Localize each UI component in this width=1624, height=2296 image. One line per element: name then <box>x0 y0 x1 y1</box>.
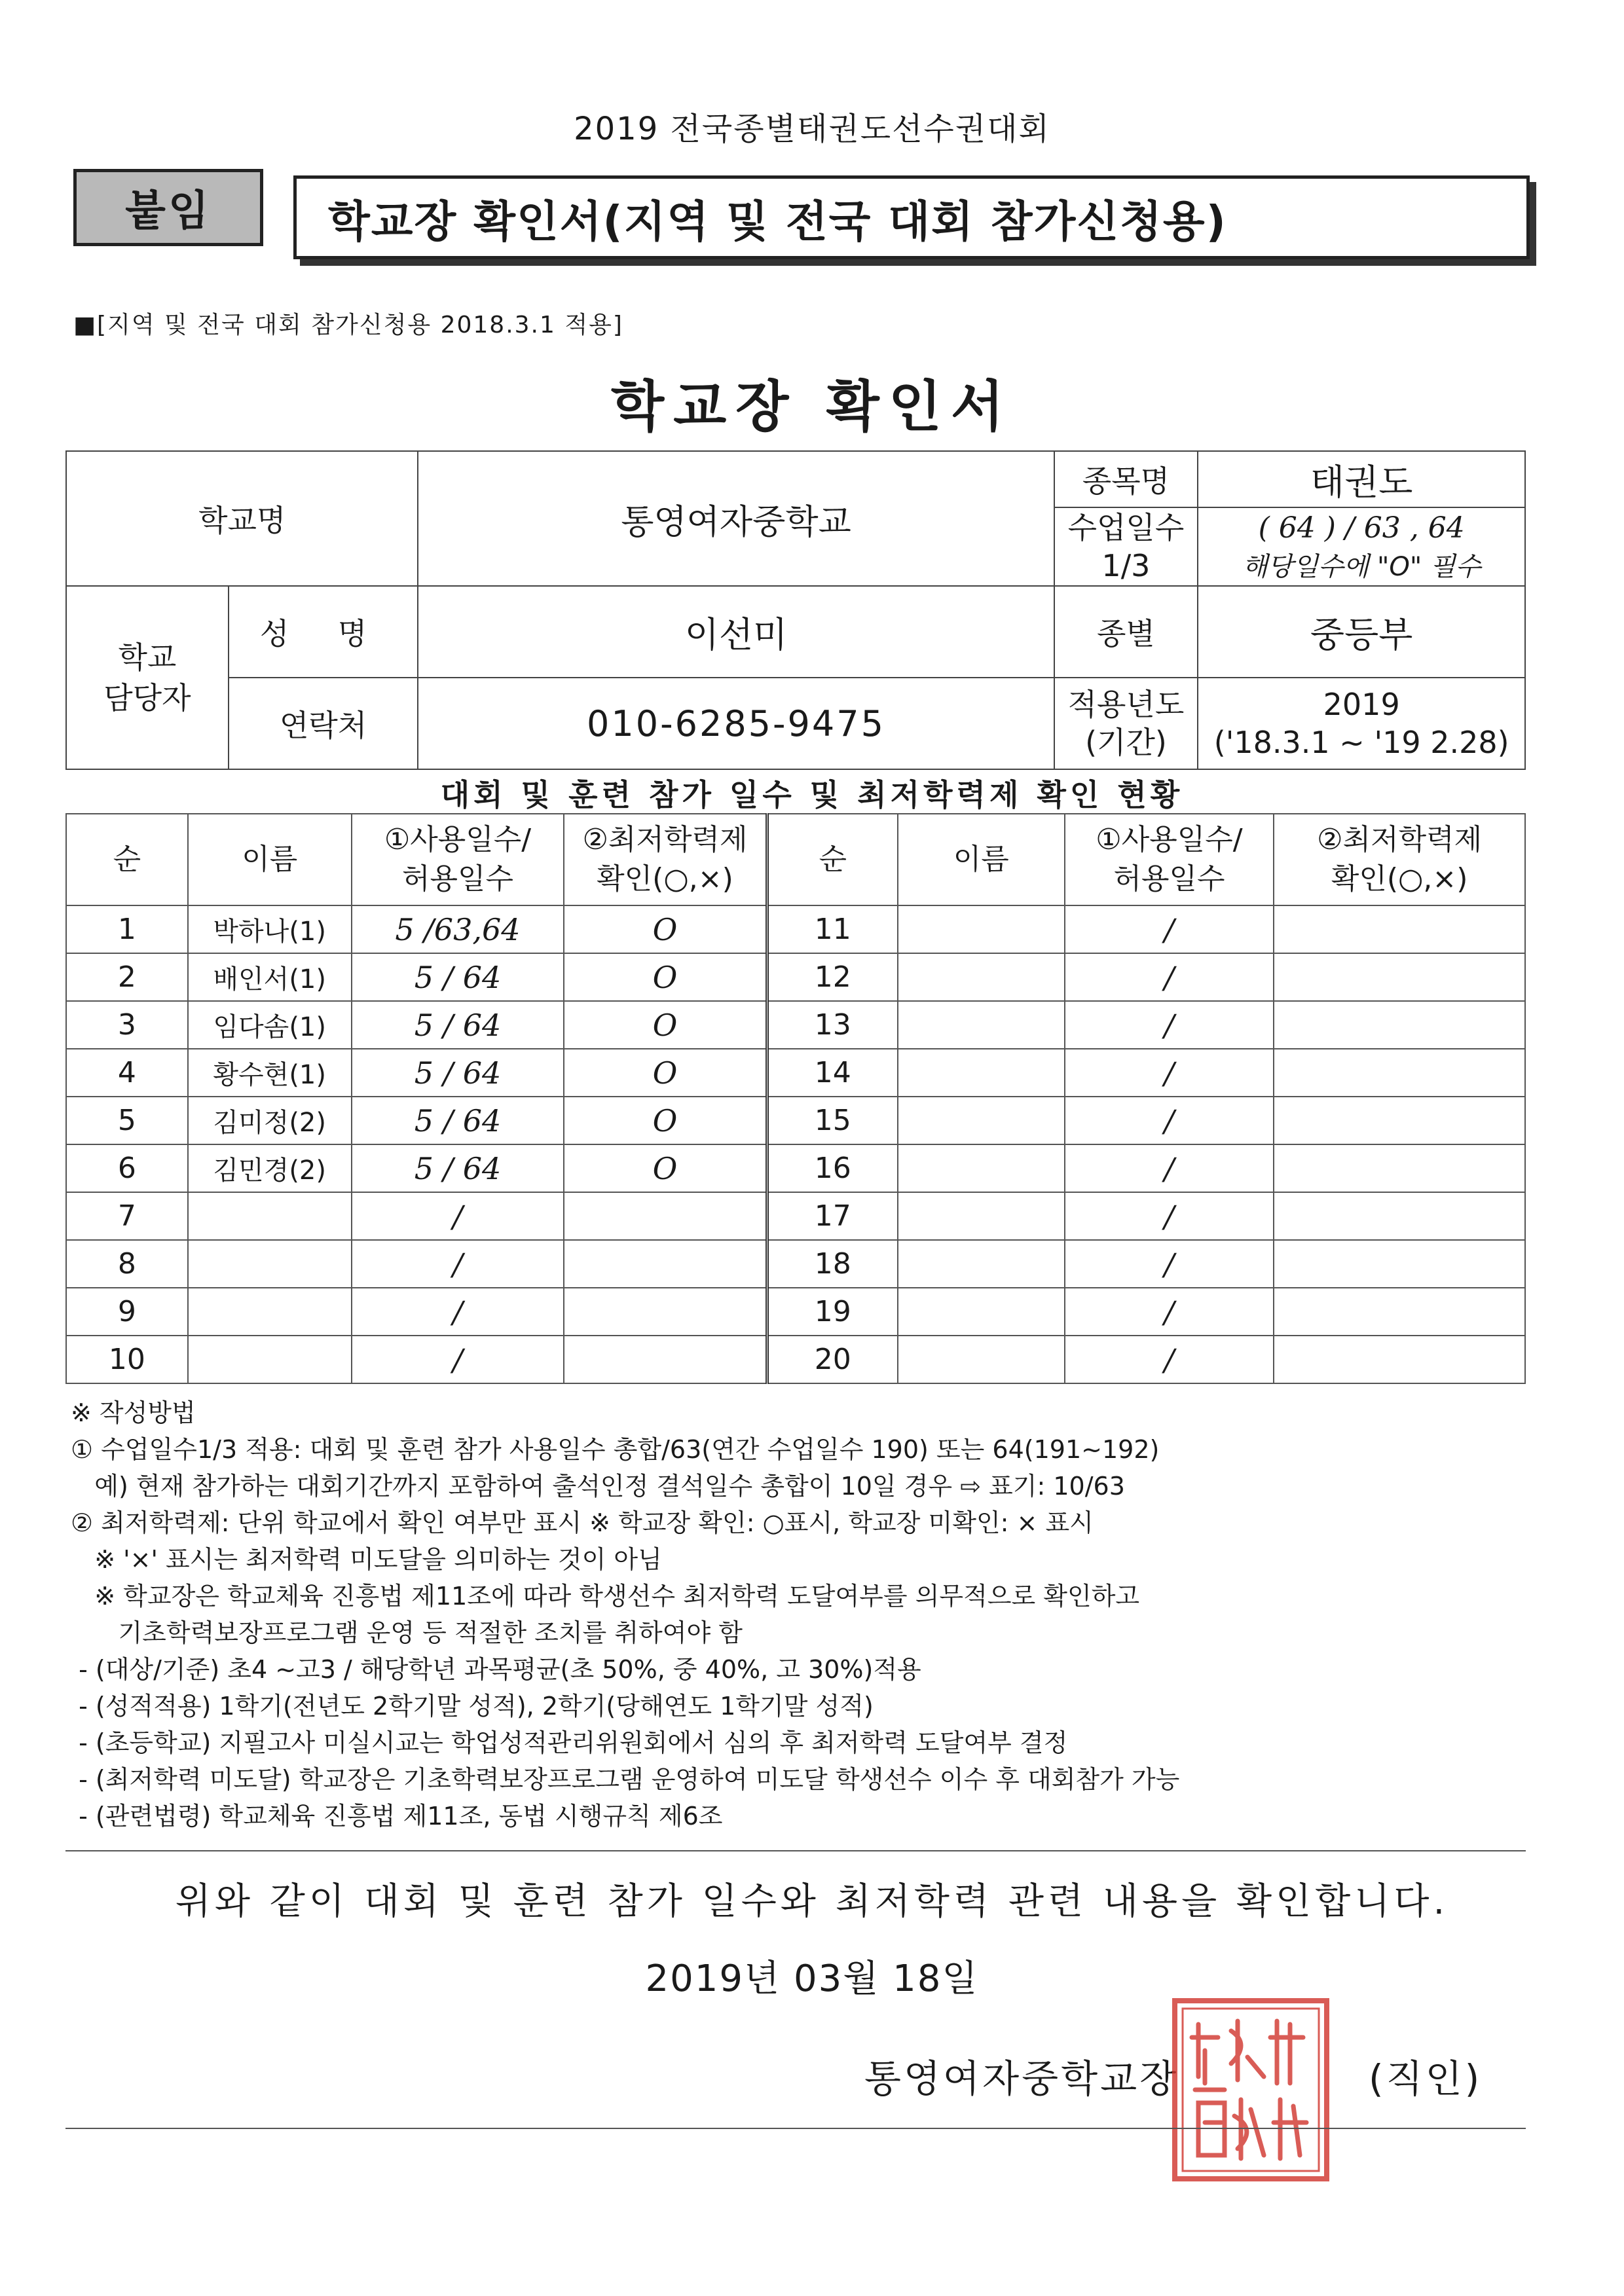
row-number: 4 <box>66 1049 188 1097</box>
used-days: 5 / 64 <box>352 1144 564 1192</box>
header-days-1-right: ①사용일수/ <box>1096 823 1243 856</box>
principal-signature: 통영여자중학교장 <box>864 2056 1179 2101</box>
method-line: - (성적적용) 1학기(전년도 2학기말 성적), 2학기(당해연도 1학기말 성적) <box>71 1692 874 1721</box>
table-row <box>66 1001 1525 1049</box>
name-label: 성 명 <box>229 586 418 678</box>
min-academic-check <box>564 1240 767 1288</box>
class-days-label <box>1054 507 1198 586</box>
division: 중등부 <box>1198 586 1525 678</box>
header-no: 순 <box>66 814 188 905</box>
staff-label-2: 담당자 <box>103 680 191 716</box>
min-academic-check <box>1274 1240 1525 1288</box>
method-title: ※ 작성방법 <box>71 1398 196 1427</box>
table-row <box>66 1192 1525 1240</box>
row-number: 1 <box>66 905 188 953</box>
class-days-handwritten: ( 64 ) / 63 , 64 <box>1258 511 1465 545</box>
min-academic-check <box>1274 1288 1525 1336</box>
method-line: ※ 학교장은 학교체육 진흥법 제11조에 따라 학생선수 최저학력 도달여부를 의무적으로 확인하고 <box>71 1582 1140 1611</box>
used-days: 5 / 64 <box>352 953 564 1001</box>
title-shadow-bottom <box>300 259 1536 266</box>
table-row <box>66 1336 1525 1383</box>
year-value-1: 2019 <box>1323 687 1400 722</box>
header-name-right: 이름 <box>898 814 1065 905</box>
header-no-right: 순 <box>767 814 898 905</box>
table-row <box>66 1240 1525 1288</box>
used-days: 5 / 64 <box>352 1097 564 1144</box>
min-academic-check <box>1274 1192 1525 1240</box>
school-label: 학교명 <box>66 451 418 586</box>
min-academic-check <box>1274 1049 1525 1097</box>
header-name: 이름 <box>188 814 352 905</box>
student-name <box>188 1288 352 1336</box>
header-check <box>564 814 767 905</box>
used-days: / <box>352 1240 564 1288</box>
row-number: 11 <box>767 905 898 953</box>
student-name: 김미정(2) <box>188 1097 352 1144</box>
used-days: 5 /63,64 <box>352 905 564 953</box>
used-days: / <box>1065 905 1274 953</box>
student-name <box>898 1336 1065 1383</box>
row-number: 7 <box>66 1192 188 1240</box>
row-number: 13 <box>767 1001 898 1049</box>
row-number: 2 <box>66 953 188 1001</box>
writing-method <box>71 1394 1538 1834</box>
header-days-1: ①사용일수/ <box>384 823 532 856</box>
table-row <box>66 953 1525 1001</box>
used-days: / <box>1065 1336 1274 1383</box>
divider <box>65 1850 1526 1851</box>
confirmation-statement: 위와 같이 대회 및 훈련 참가 일수와 최저학력 관련 내용을 확인합니다. <box>175 1880 1449 1923</box>
seal-glyphs <box>1192 2021 1306 2159</box>
event-label: 종목명 <box>1054 451 1198 507</box>
header-days-right <box>1065 814 1274 905</box>
used-days: / <box>1065 1288 1274 1336</box>
method-line: 기초학력보장프로그램 운영 등 적절한 조치를 취하여야 함 <box>71 1618 743 1647</box>
min-academic-check: O <box>564 1001 767 1049</box>
student-name <box>898 1001 1065 1049</box>
seal-label: (직인) <box>1369 2056 1483 2101</box>
min-academic-check: O <box>564 905 767 953</box>
contact-label: 연락처 <box>229 678 418 769</box>
table-row <box>66 1049 1525 1097</box>
min-academic-check <box>1274 1144 1525 1192</box>
min-academic-check <box>1274 1001 1525 1049</box>
participation-table <box>65 813 1526 1384</box>
header-check-1: ②최저학력제 <box>582 823 748 856</box>
header-days-2-right: 허용일수 <box>1113 862 1225 896</box>
row-number: 9 <box>66 1288 188 1336</box>
class-days-value <box>1198 507 1525 586</box>
row-number: 6 <box>66 1144 188 1192</box>
method-line: - (관련법령) 학교체육 진흥법 제11조, 동법 시행규칙 제6조 <box>71 1802 723 1831</box>
used-days: 5 / 64 <box>352 1049 564 1097</box>
row-number: 12 <box>767 953 898 1001</box>
used-days: / <box>1065 1192 1274 1240</box>
year-value <box>1198 678 1525 769</box>
min-academic-check <box>1274 1097 1525 1144</box>
staff-name: 이선미 <box>418 586 1054 678</box>
used-days: / <box>1065 1144 1274 1192</box>
row-number: 16 <box>767 1144 898 1192</box>
used-days: / <box>352 1192 564 1240</box>
main-title: 학교장 확인서 <box>610 374 1014 439</box>
staff-label <box>66 586 229 769</box>
min-academic-check <box>564 1336 767 1383</box>
row-number: 14 <box>767 1049 898 1097</box>
class-days-note: 해당일수에 "O" 필수 <box>1242 551 1481 582</box>
used-days: / <box>1065 1049 1274 1097</box>
row-number: 15 <box>767 1097 898 1144</box>
header-check-2: 확인(○,×) <box>597 862 733 896</box>
used-days: 5 / 64 <box>352 1001 564 1049</box>
header-check-1-right: ②최저학력제 <box>1317 823 1483 856</box>
row-number: 3 <box>66 1001 188 1049</box>
header-days <box>352 814 564 905</box>
used-days: / <box>352 1288 564 1336</box>
header-days-2: 허용일수 <box>401 862 513 896</box>
min-academic-check <box>1274 1336 1525 1383</box>
header-check-right <box>1274 814 1525 905</box>
student-name <box>188 1336 352 1383</box>
title-shadow-right <box>1530 182 1536 266</box>
table-row <box>66 905 1525 953</box>
student-name <box>898 1240 1065 1288</box>
competition-title: 2019 전국종별태권도선수권대회 <box>574 111 1050 147</box>
used-days: / <box>1065 1001 1274 1049</box>
table-row <box>66 1288 1525 1336</box>
method-line: - (초등학교) 지필고사 미실시교는 학업성적관리위원회에서 심의 후 최저학력 도달여부 결정 <box>71 1728 1068 1757</box>
row-number: 17 <box>767 1192 898 1240</box>
student-name: 박하나(1) <box>188 905 352 953</box>
school-name: 통영여자중학교 <box>418 451 1054 586</box>
table-row <box>66 1144 1525 1192</box>
row-number: 18 <box>767 1240 898 1288</box>
class-days-label-1: 수업일수 <box>1067 510 1185 545</box>
student-name: 임다솜(1) <box>188 1001 352 1049</box>
row-number: 10 <box>66 1336 188 1383</box>
year-value-2: ('18.3.1 ~ '19 2.28) <box>1213 725 1509 760</box>
info-table <box>65 450 1526 770</box>
min-academic-check: O <box>564 953 767 1001</box>
official-seal <box>1166 1992 1336 2188</box>
row-number: 19 <box>767 1288 898 1336</box>
used-days: / <box>1065 1240 1274 1288</box>
method-line: - (대상/기준) 초4 ~고3 / 해당학년 과목평균(초 50%, 중 40%, 고 30%)적용 <box>71 1655 921 1684</box>
min-academic-check: O <box>564 1144 767 1192</box>
student-name <box>898 905 1065 953</box>
student-name <box>898 1144 1065 1192</box>
contact-number: 010-6285-9475 <box>418 678 1054 769</box>
bottom-divider <box>65 2128 1526 2129</box>
attachment-badge: 붙임 <box>73 169 263 246</box>
min-academic-check: O <box>564 1049 767 1097</box>
min-academic-check <box>564 1288 767 1336</box>
row-number: 20 <box>767 1336 898 1383</box>
row-number: 8 <box>66 1240 188 1288</box>
student-name <box>188 1192 352 1240</box>
method-line: 예) 현재 참가하는 대회기간까지 포함하여 출석인정 결석일수 총합이 10일 경우 ⇨ 표기: 10/63 <box>71 1472 1125 1501</box>
year-label <box>1054 678 1198 769</box>
min-academic-check <box>564 1192 767 1240</box>
row-number: 5 <box>66 1097 188 1144</box>
student-name <box>898 1192 1065 1240</box>
header-check-2-right: 확인(○,×) <box>1331 862 1468 896</box>
issue-date: 2019년 03월 18일 <box>645 1958 979 2000</box>
method-line: ※ '×' 표시는 최저학력 미도달을 의미하는 것이 아님 <box>71 1545 662 1574</box>
student-name <box>188 1240 352 1288</box>
student-name: 황수현(1) <box>188 1049 352 1097</box>
min-academic-check: O <box>564 1097 767 1144</box>
application-note: ■[지역 및 전국 대회 참가신청용 2018.3.1 적용] <box>73 312 623 338</box>
student-name <box>898 953 1065 1001</box>
student-name <box>898 1049 1065 1097</box>
min-academic-check <box>1274 953 1525 1001</box>
method-line: - (최저학력 미도달) 학교장은 기초학력보장프로그램 운영하여 미도달 학생선수 이수 후 대회참가 가능 <box>71 1765 1180 1794</box>
used-days: / <box>1065 1097 1274 1144</box>
form-title: 학교장 확인서(지역 및 전국 대회 참가신청용) <box>293 175 1530 259</box>
method-line: ① 수업일수1/3 적용: 대회 및 훈련 참가 사용일수 총합/63(연간 수업일수 190) 또는 64(191~192) <box>71 1435 1160 1464</box>
staff-label-1: 학교 <box>118 640 177 675</box>
division-label: 종별 <box>1054 586 1198 678</box>
year-label-1: 적용년도 <box>1067 687 1185 722</box>
table-row <box>66 1097 1525 1144</box>
student-name <box>898 1097 1065 1144</box>
student-name: 김민경(2) <box>188 1144 352 1192</box>
class-days-label-2: 1/3 <box>1101 548 1151 583</box>
used-days: / <box>1065 953 1274 1001</box>
event-name: 태권도 <box>1198 451 1525 507</box>
used-days: / <box>352 1336 564 1383</box>
method-line: ② 최저학력제: 단위 학교에서 확인 여부만 표시 ※ 학교장 확인: ○표시, 학교장 미확인: × 표시 <box>71 1508 1094 1537</box>
participation-title: 대회 및 훈련 참가 일수 및 최저학력제 확인 현황 <box>440 777 1184 812</box>
year-label-2: (기간) <box>1085 725 1167 760</box>
student-name: 배인서(1) <box>188 953 352 1001</box>
min-academic-check <box>1274 905 1525 953</box>
student-name <box>898 1288 1065 1336</box>
